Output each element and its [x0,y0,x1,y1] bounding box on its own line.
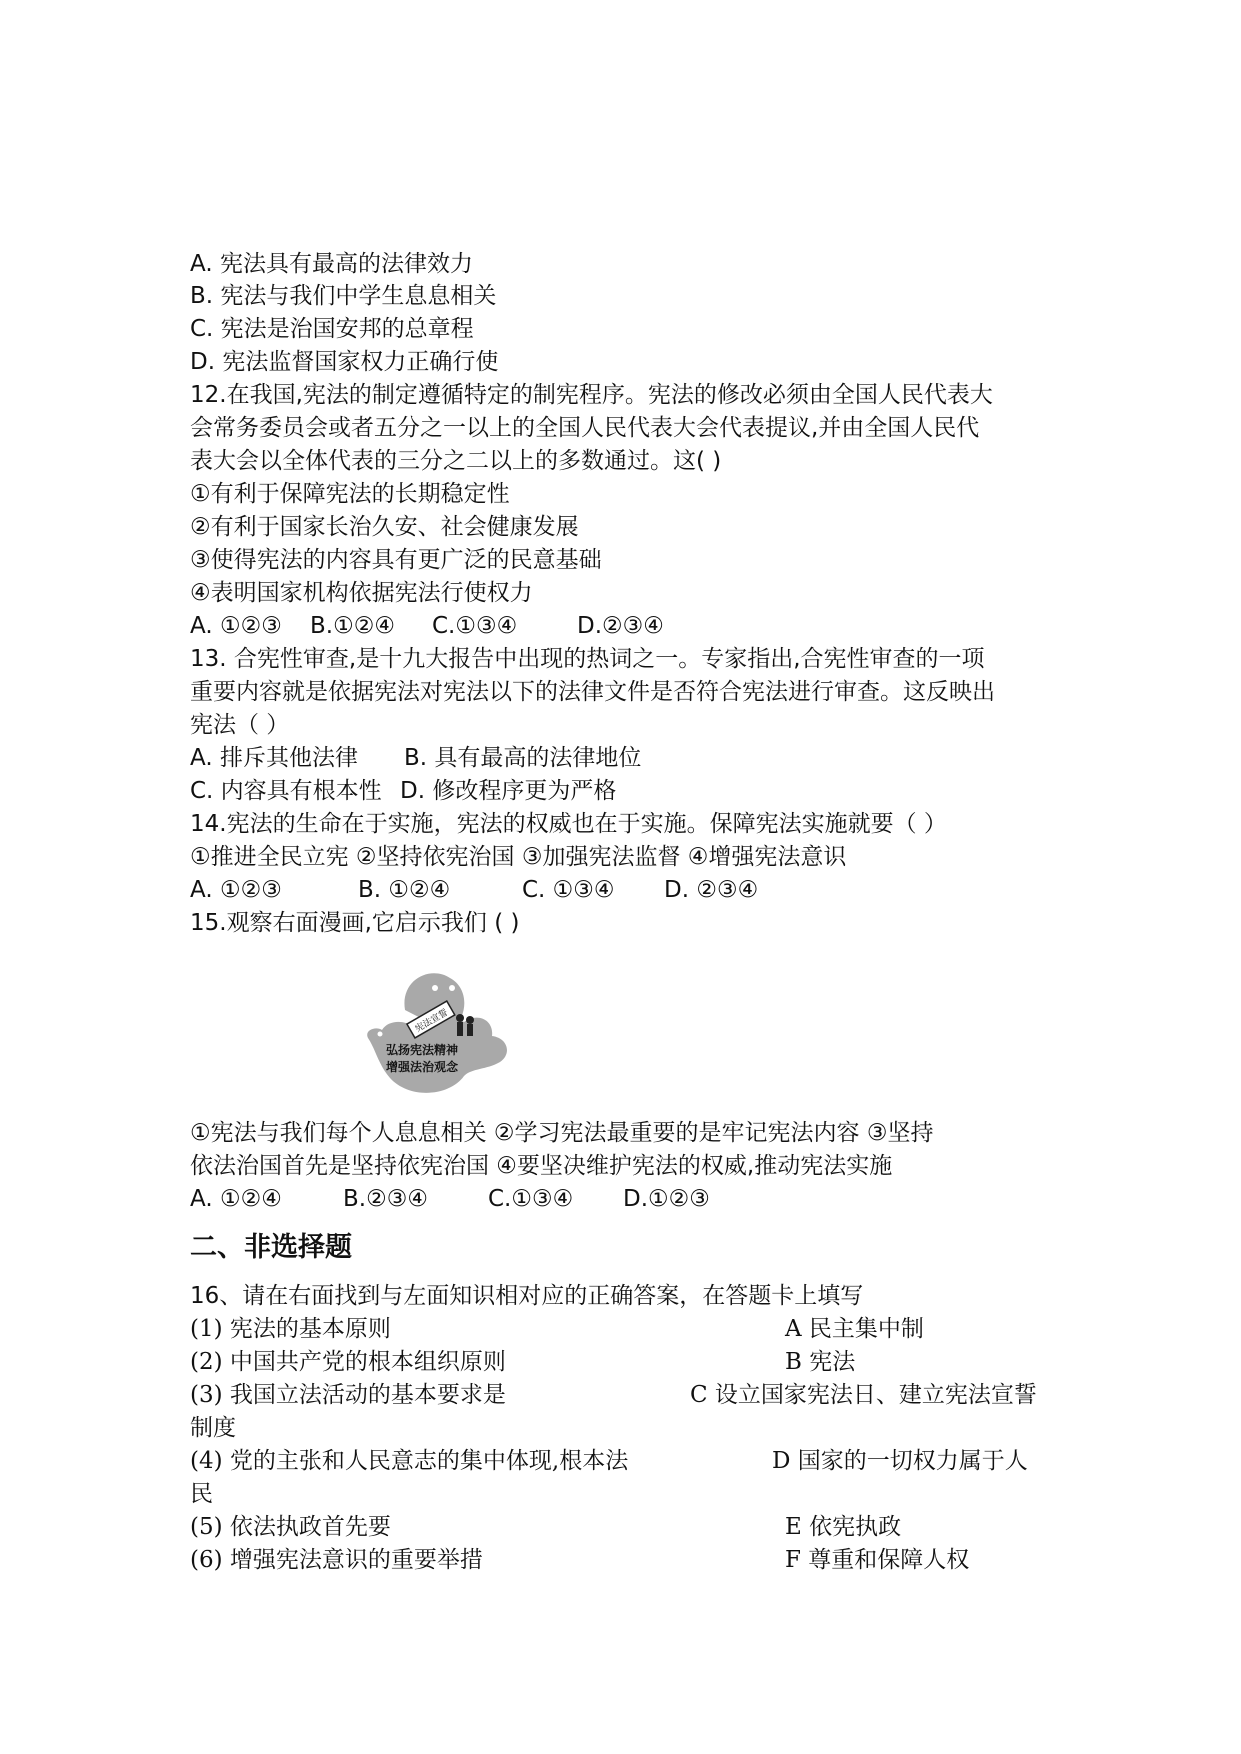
q12-choice-b: B.①②④ [310,613,395,639]
small-dove-eye-right [449,985,455,991]
q13-choice-d: D. 修改程序更为严格 [400,778,617,804]
q16-right-f: F 尊重和保障人权 [785,1547,970,1573]
q14-choice-c: C. ①③④ [522,877,615,903]
q16-right-a: A 民主集中制 [785,1316,924,1342]
q15-choice-c: C.①③④ [488,1186,574,1212]
q11-option-c: C. 宪法是治国安邦的总章程 [190,316,474,342]
q12-item-2: ②有利于国家长治久安、社会健康发展 [190,514,579,540]
q12-stem-line-1: 12.在我国,宪法的制定遵循特定的制宪程序。宪法的修改必须由全国人民代表大 [190,382,993,408]
q16-left-3-wrap: 制度 [190,1415,236,1441]
big-dove-eye [378,1032,383,1037]
q14-stem: 14.宪法的生命在于实施，宪法的权威也在于实施。保障宪法实施就要（ ） [190,811,947,837]
q16-left-5: (5) 依法执政首先要 [190,1514,391,1540]
q16-left-3: (3) 我国立法活动的基本要求是 [190,1382,506,1408]
q12-stem-line-3: 表大会以全体代表的三分之二以上的多数通过。这( ) [190,448,722,474]
q14-choice-b: B. ①②④ [358,877,451,903]
q15-choice-a: A. ①②④ [190,1186,282,1212]
figure-head-1 [456,1014,464,1022]
q12-item-3: ③使得宪法的内容具有更广泛的民意基础 [190,547,602,573]
q14-choice-a: A. ①②③ [190,877,282,903]
q16-left-1: (1) 宪法的基本原则 [190,1316,391,1342]
section-2-title: 二、非选择题 [190,1232,352,1263]
cartoon-slogan-2: 增强法治观念 [385,1060,459,1074]
q16-right-b: B 宪法 [785,1349,856,1375]
q13-choices-row-2 [190,775,1060,808]
q16-right-d: D 国家的一切权力属于人 [772,1448,1028,1474]
q14-items: ①推进全民立宪 ②坚持依宪治国 ③加强宪法监督 ④增强宪法意识 [190,844,847,870]
q16-left-4: (4) 党的主张和人民意志的集中体现,根本法 [190,1448,629,1474]
q16-right-c: C 设立国家宪法日、建立宪法宣誓 [690,1382,1037,1408]
sign-text: 宪法宣誓 [413,1007,450,1035]
figure-head-2 [466,1016,474,1024]
q14-choices [190,874,1060,907]
q15-choice-d: D.①②③ [623,1186,710,1212]
q16-right-e: E 依宪执政 [785,1514,902,1540]
q12-choice-a: A. ①②③ [190,613,282,639]
q15-items-line-1: ①宪法与我们每个人息息相关 ②学习宪法最重要的是牢记宪法内容 ③坚持 [190,1120,934,1146]
q12-item-4: ④表明国家机构依据宪法行使权力 [190,580,533,606]
q14-choice-d: D. ②③④ [664,877,759,903]
q15-choice-b: B.②③④ [343,1186,428,1212]
q12-choices [190,610,1060,643]
q12-stem-line-2: 会常务委员会或者五分之一以上的全国人民代表大会代表提议,并由全国人民代 [190,415,980,441]
cartoon-slogan-1: 弘扬宪法精神 [385,1043,459,1057]
q12-choice-d: D.②③④ [577,613,664,639]
figure-body-2 [467,1024,473,1036]
q13-choice-b: B. 具有最高的法律地位 [404,745,642,771]
q13-stem-line-1: 13. 合宪性审查,是十九大报告中出现的热词之一。专家指出,合宪性审查的一项 [190,646,985,672]
dove-illustration [360,950,520,1110]
q16-left-4-wrap: 民 [190,1481,213,1507]
q11-option-d: D. 宪法监督国家权力正确行使 [190,349,499,375]
q11-option-a: A. 宪法具有最高的法律效力 [190,251,473,277]
q16-left-6: (6) 增强宪法意识的重要举措 [190,1547,483,1573]
q12-item-1: ①有利于保障宪法的长期稳定性 [190,481,510,507]
q13-choices-row-1 [190,742,1060,775]
q15-cartoon [360,950,520,1110]
q16-left-2: (2) 中国共产党的根本组织原则 [190,1349,506,1375]
q16-stem: 16、请在右面找到与左面知识相对应的正确答案，在答题卡上填写 [190,1283,864,1309]
q13-stem-line-3: 宪法（ ） [190,712,290,738]
small-dove-eye-left [432,985,438,991]
q13-stem-line-2: 重要内容就是依据宪法对宪法以下的法律文件是否符合宪法进行审查。这反映出 [190,679,995,705]
q13-choice-a: A. 排斥其他法律 [190,745,358,771]
q13-choice-c: C. 内容具有根本性 [190,778,382,804]
q12-choice-c: C.①③④ [432,613,518,639]
q11-option-b: B. 宪法与我们中学生息息相关 [190,283,497,309]
q15-items-line-2: 依法治国首先是坚持依宪治国 ④要坚决维护宪法的权威,推动宪法实施 [190,1153,893,1179]
q15-choices [190,1183,1060,1216]
q15-stem: 15.观察右面漫画,它启示我们 ( ) [190,910,520,936]
figure-body-1 [457,1022,463,1036]
